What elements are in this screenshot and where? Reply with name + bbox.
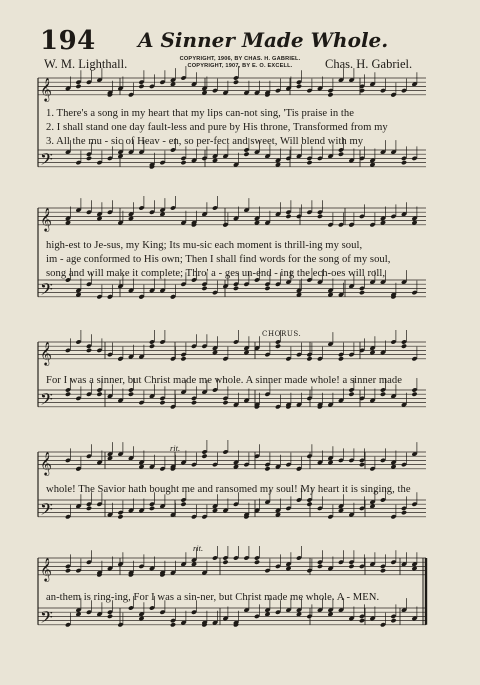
lyric-chorus-line-2: whole! The Savior hath bought me and ransomed my soul! My heart it is singing, the — [46, 484, 411, 495]
note-head — [359, 462, 365, 467]
note-head — [401, 510, 407, 515]
note-head — [65, 568, 71, 573]
note-head — [306, 160, 312, 165]
note-head — [149, 344, 155, 349]
chorus-label: CHORUS. — [262, 330, 302, 338]
note-head — [359, 618, 365, 623]
note-head — [180, 502, 186, 507]
note-head — [149, 506, 155, 511]
note-head — [285, 214, 291, 219]
lyric-chorus-line-3: an-them is ring-ing, For I was a sin-ner, but Christ made me whole. A - MEN. — [46, 592, 380, 603]
note-head — [107, 614, 113, 619]
lyric-verse-3-line-1: 3. All the mu - sic of Heav - en, so per-fect and sweet, Will blend with my — [46, 136, 364, 147]
note-head — [380, 568, 386, 573]
note-head — [338, 152, 344, 157]
note-head — [170, 622, 176, 627]
note-head — [138, 84, 144, 89]
treble-clef-icon: 𝄞 — [40, 556, 52, 581]
note-head — [264, 286, 270, 291]
note-head — [159, 400, 165, 405]
lyric-chorus-line-1: For I was a sinner, but Christ made me whole. A sinner made whole! a sinner made — [46, 375, 403, 386]
treble-clef-icon: 𝄞 — [40, 450, 52, 475]
note-head — [380, 392, 386, 397]
composer: Chas. H. Gabriel. — [325, 57, 413, 71]
note-head — [86, 156, 92, 161]
note-head — [348, 392, 354, 397]
note-head — [401, 160, 407, 165]
bass-clef-icon: 𝄢 — [40, 606, 53, 631]
note-head — [65, 392, 71, 397]
note-head — [180, 160, 186, 165]
note-head — [86, 348, 92, 353]
hymn-number: 194 — [40, 26, 96, 56]
author: W. M. Lighthall. — [44, 57, 128, 71]
note-head — [222, 400, 228, 405]
lyric-verse-3-line-2: song and will make it complete; Thro' a - ges un-end - ing the ech-oes will roll, — [46, 268, 386, 279]
treble-clef-icon: 𝄞 — [40, 340, 52, 365]
note-head — [86, 506, 92, 511]
note-head — [306, 356, 312, 361]
note-head — [296, 84, 302, 89]
bass-clef-icon: 𝄢 — [40, 498, 53, 523]
bass-clef-icon: 𝄢 — [40, 148, 53, 173]
note-head — [222, 560, 228, 565]
hymn-title: A Sinner Made Whole. — [138, 28, 389, 52]
note-head — [243, 152, 249, 157]
lyric-verse-2-line-2: im - age conformed to His own; Then I shall find words for the song of my soul, — [46, 254, 391, 265]
bass-clef-icon: 𝄢 — [40, 388, 53, 413]
ritardando-mark-1: rit. — [170, 443, 181, 453]
note-head — [359, 290, 365, 295]
note-head — [201, 286, 207, 291]
note-head — [401, 344, 407, 349]
lyric-verse-1-line-1: 1. There's a song in my heart that my lips can-not sing, 'Tis praise in the — [46, 108, 354, 119]
note-head — [306, 502, 312, 507]
lyric-verse-2-line-1: 2. I shall stand one day fault-less and pure by His throne, Transformed from my — [46, 122, 388, 133]
note-head — [191, 400, 197, 405]
copyright-line-1: COPYRIGHT, 1906, BY CHAS. H. GABRIEL. — [179, 56, 301, 62]
note-head — [254, 560, 260, 565]
lyric-verse-1-line-2: high-est to Je-sus, my King; Its mu-sic each moment is thrill-ing my soul, — [46, 240, 363, 251]
note-head — [275, 344, 281, 349]
note-head — [317, 564, 323, 569]
note-head — [117, 514, 123, 519]
note-head — [338, 356, 344, 361]
treble-clef-icon: 𝄞 — [40, 206, 52, 231]
note-head — [180, 356, 186, 361]
note-head — [264, 466, 270, 471]
ritardando-mark-2: rit. — [193, 543, 204, 553]
note-head — [348, 564, 354, 569]
note-head — [233, 286, 239, 291]
note-head — [96, 392, 102, 397]
treble-clef-icon: 𝄞 — [40, 76, 52, 101]
note-head — [327, 92, 333, 97]
note-head — [128, 392, 134, 397]
note-head — [390, 618, 396, 623]
note-head — [411, 392, 417, 397]
bass-clef-icon: 𝄢 — [40, 278, 53, 303]
note-head — [233, 80, 239, 85]
note-head — [75, 84, 81, 89]
note-head — [201, 454, 207, 459]
note-head — [317, 214, 323, 219]
copyright-line-2: COPYRIGHT, 1907, BY E. O. EXCELL. — [187, 63, 293, 69]
